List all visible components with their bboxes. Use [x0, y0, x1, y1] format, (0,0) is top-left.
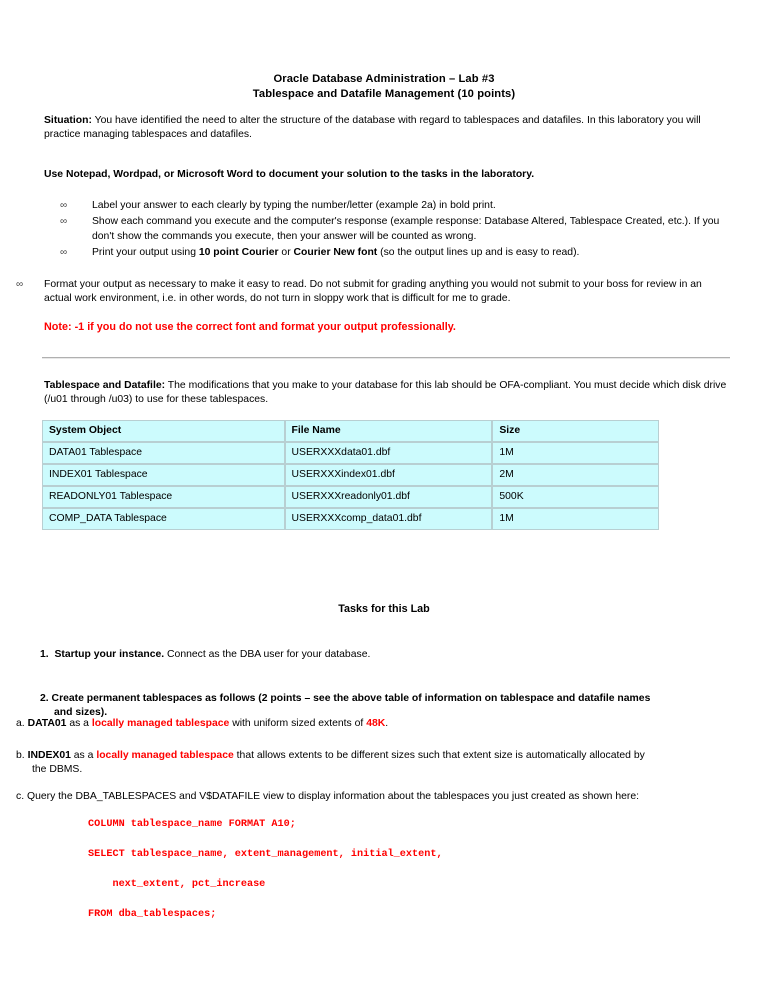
- sql-code-block: [88, 818, 688, 922]
- bullet-text-3d: Courier New font: [293, 246, 378, 258]
- formatting-bullet-text: Format your output as necessary to make it easy to read. Do not submit for grading anything you would not submit to your boss for review in an actual work environment, i.e. in other words, do not turn in sloppy work that is difficult for me to grade.: [44, 279, 702, 305]
- column-header-size: Size: [492, 420, 659, 442]
- task-2a-mid-2: with uniform sized extents of: [229, 718, 367, 729]
- task-2c-letter: c.: [16, 791, 25, 802]
- task-2c-text: Query the DBA_TABLESPACES and V$DATAFILE view to display information about the tablespaces you just created as shown here:: [26, 791, 639, 802]
- cell-file-name: USERXXXcomp_data01.dbf: [285, 508, 493, 530]
- tablespace-intro-text: The modifications that you make to your database for this lab should be OFA-compliant. You must decide which disk drive (/u01 through /u03) to use for these tablespaces.: [44, 380, 727, 406]
- table-row: [42, 508, 659, 530]
- document-title: [0, 72, 768, 102]
- cell-size: 1M: [492, 442, 659, 464]
- task-2b-letter: b.: [16, 750, 25, 761]
- task-2a-mid-1: as a: [66, 718, 92, 729]
- task-2c: [16, 790, 732, 804]
- cell-file-name: USERXXXdata01.dbf: [285, 442, 493, 464]
- column-header-file-name: File Name: [285, 420, 493, 442]
- task-2a-end: .: [385, 718, 389, 729]
- cell-size: 2M: [492, 464, 659, 486]
- bullet-text-3a: Print your output using: [92, 246, 199, 258]
- formatting-bullet: [16, 278, 732, 309]
- situation-label: Situation:: [44, 115, 92, 126]
- list-item: [60, 199, 730, 213]
- bullet-text-3b: 10 point Courier: [198, 246, 279, 258]
- task-2b-line-2: the DBMS.: [32, 764, 83, 776]
- task-2-line-1: Create permanent tablespaces as follows (2 points – see the above table of information on tablespace and datafile names: [48, 693, 651, 704]
- cell-file-name: USERXXXreadonly01.dbf: [285, 486, 493, 508]
- task-1-text: Connect as the DBA user for your database.: [164, 649, 371, 660]
- infinity-bullet-icon: ∞: [60, 246, 68, 258]
- column-header-system-object: System Object: [42, 420, 285, 442]
- table-row: [42, 442, 659, 464]
- penalty-note: Note: -1 if you do not use the correct font and format your output professionally.: [44, 321, 456, 333]
- tablespace-intro-paragraph: [44, 379, 730, 407]
- sql-line-2: SELECT tablespace_name, extent_management, initial_extent,: [88, 849, 443, 860]
- cell-file-name: USERXXXindex01.dbf: [285, 464, 493, 486]
- section-divider: [42, 357, 730, 359]
- task-2a-letter: a.: [16, 718, 25, 729]
- infinity-bullet-icon: ∞: [60, 200, 68, 211]
- bullet-text-3e: (so the output lines up and is easy to read).: [377, 246, 580, 258]
- task-1-number: 1.: [40, 649, 49, 660]
- task-2b-mid-1: as a: [70, 750, 97, 761]
- tablespace-datafile-table: [42, 420, 659, 530]
- list-item: [60, 246, 730, 260]
- task-2-number: 2.: [40, 693, 49, 704]
- cell-size: 1M: [492, 508, 659, 530]
- list-item: [60, 215, 730, 243]
- table-header-row: [42, 420, 659, 442]
- task-2a-highlight-1: locally managed tablespace: [91, 718, 230, 729]
- bullet-text-1: Label your answer to each clearly by typing the number/letter (example 2a) in bold print.: [92, 200, 496, 211]
- task-2b-highlight-1: locally managed tablespace: [96, 750, 234, 761]
- cell-system-object: COMP_DATA Tablespace: [42, 508, 285, 530]
- use-tools-line: Use Notepad, Wordpad, or Microsoft Word to document your solution to the tasks in the laboratory.: [44, 169, 535, 180]
- cell-system-object: INDEX01 Tablespace: [42, 464, 285, 486]
- task-2-line-2: and sizes).: [54, 707, 108, 719]
- task-2b-mid-2: that allows extents to be different sizes such that extent size is automatically allocated by: [233, 750, 645, 761]
- title-line-2: Tablespace and Datafile Management (10 points): [252, 88, 516, 100]
- tablespace-intro-label: Tablespace and Datafile:: [44, 380, 166, 391]
- table-row: [42, 464, 659, 486]
- situation-text: You have identified the need to alter the structure of the database with regard to tablespaces and datafiles. In this laboratory you will practice managing tablespaces and datafiles.: [44, 115, 701, 141]
- table-row: [42, 486, 659, 508]
- task-2b: [16, 749, 732, 777]
- sql-line-3: next_extent, pct_increase: [88, 879, 266, 890]
- task-1: [40, 648, 730, 662]
- tasks-heading: Tasks for this Lab: [338, 603, 430, 615]
- cell-size: 500K: [492, 486, 659, 508]
- task-2a-highlight-2: 48K: [366, 718, 386, 729]
- sql-line-1: COLUMN tablespace_name FORMAT A10;: [88, 819, 296, 830]
- list-item: [16, 278, 732, 306]
- bullet-text-3c: or: [278, 246, 294, 258]
- situation-paragraph: [44, 114, 730, 142]
- cell-system-object: READONLY01 Tablespace: [42, 486, 285, 508]
- task-2a: [16, 717, 732, 731]
- sql-line-4: FROM dba_tablespaces;: [88, 909, 217, 920]
- task-1-title: Startup your instance.: [54, 649, 165, 660]
- cell-system-object: DATA01 Tablespace: [42, 442, 285, 464]
- infinity-bullet-icon: ∞: [60, 216, 68, 228]
- instruction-bullet-list: [60, 199, 730, 262]
- infinity-bullet-icon: ∞: [16, 279, 24, 290]
- task-2b-object: INDEX01: [27, 750, 71, 761]
- bullet-text-2: Show each command you execute and the computer's response (example response: Database Altered, Tablespace Created, etc.). If you don't show the commands you execute, then your answer will be counted as wrong.: [92, 216, 720, 242]
- title-line-1: Oracle Database Administration – Lab #3: [273, 73, 495, 85]
- task-2a-object: DATA01: [27, 718, 67, 729]
